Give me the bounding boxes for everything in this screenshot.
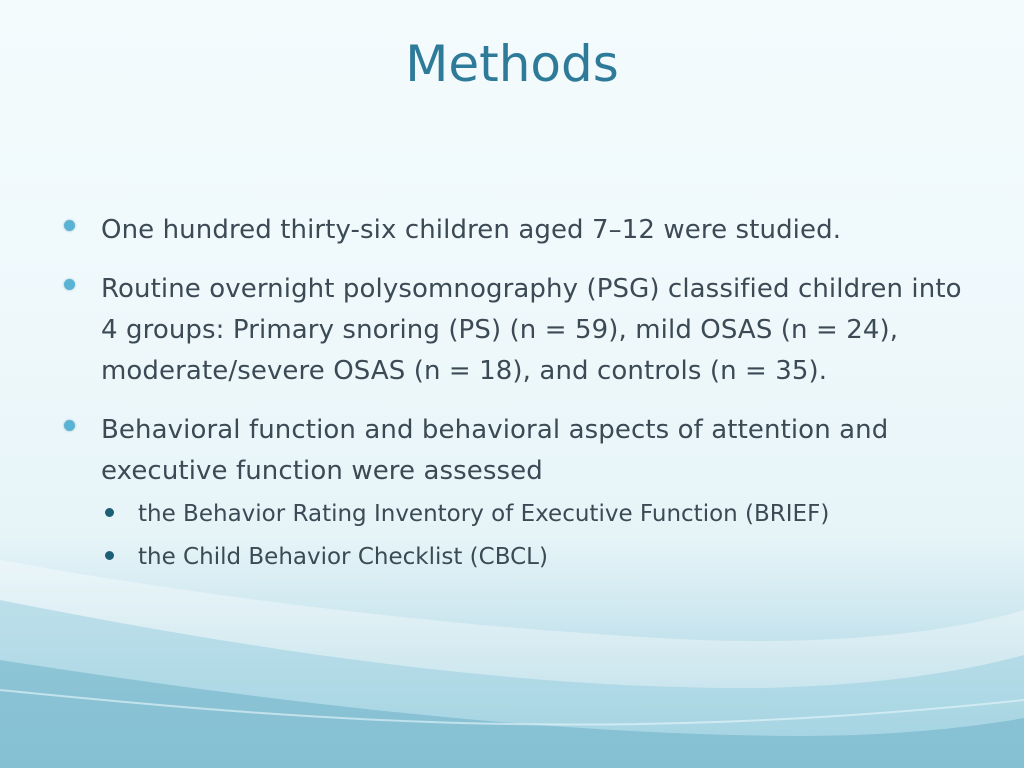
bullet-item [62,269,962,392]
bullet-dot-icon [64,420,75,431]
bullet-text: Behavioral function and behavioral aspects of attention and executive function were assessed [101,415,889,486]
sub-bullet-item [101,496,962,532]
slide-title: Methods [405,35,619,93]
bullet-list [62,210,962,593]
bullet-dot-icon [64,279,75,290]
bullet-item [62,210,962,251]
sub-bullet-text: the Child Behavior Checklist (CBCL) [138,544,548,570]
sub-bullet-item [101,539,962,575]
bullet-item [62,410,962,575]
bullet-text: One hundred thirty-six children aged 7–12 were studied. [101,215,842,245]
sub-bullet-dot-icon [105,508,114,517]
sub-bullet-text: the Behavior Rating Inventory of Executive Function (BRIEF) [138,501,830,527]
sub-bullet-list [101,496,962,575]
sub-bullet-dot-icon [105,551,114,560]
bullet-text: Routine overnight polysomnography (PSG) classified children into 4 groups: Primary snoring (PS) (n = 59), mild OSAS (n = 24), moderate/severe OSAS (n = 18), and controls (n = 35). [101,274,962,386]
bullet-dot-icon [64,220,75,231]
